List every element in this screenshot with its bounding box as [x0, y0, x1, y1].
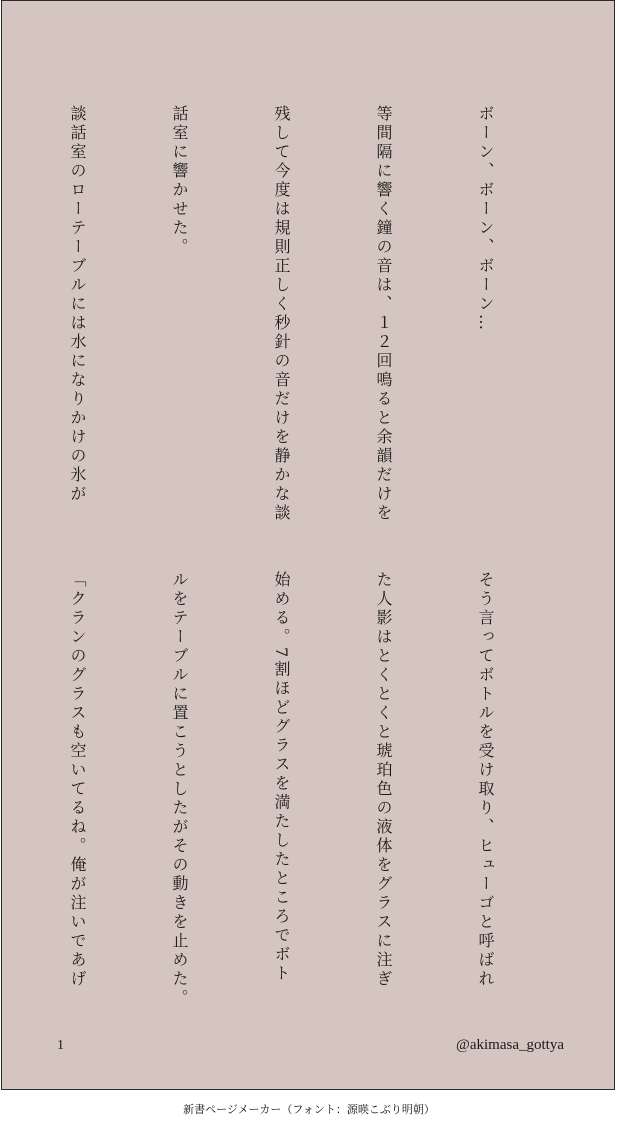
text-line: ルをテーブルに置こうとしたがその動きを止めた。 [170, 571, 189, 1008]
text-line: 等間隔に響く鐘の音は、１２回鳴ると余韻だけを [374, 105, 393, 523]
text-line: 話室に響かせた。 [170, 105, 189, 257]
text-line: 残して今度は規則正しく秒針の音だけを静かな談 [272, 105, 291, 523]
author-handle: @akimasa_gottya [456, 1037, 564, 1053]
top-text-block [0, 105, 570, 545]
page-number: 1 [57, 1038, 64, 1053]
book-page [1, 0, 615, 1090]
text-line: 「クランのグラスも空いてるね。俺が注いであげ [68, 571, 87, 989]
bottom-text-block [0, 571, 570, 1011]
footer-caption: 新書ページメーカー（フォント：源暎こぶり明朝） [183, 1103, 435, 1116]
text-line: 談話室のローテーブルには水になりかけの氷が [68, 105, 87, 504]
text-line: ボーン、ボーン、ボーン… [476, 105, 495, 333]
text-line: 始める。7割ほどグラスを満たしたところでボト [272, 571, 291, 984]
text-line: た人影はとくとくと琥珀色の液体をグラスに注ぎ [374, 571, 393, 989]
text-line: そう言ってボトルを受け取り、ヒューゴと呼ばれ [476, 571, 495, 989]
